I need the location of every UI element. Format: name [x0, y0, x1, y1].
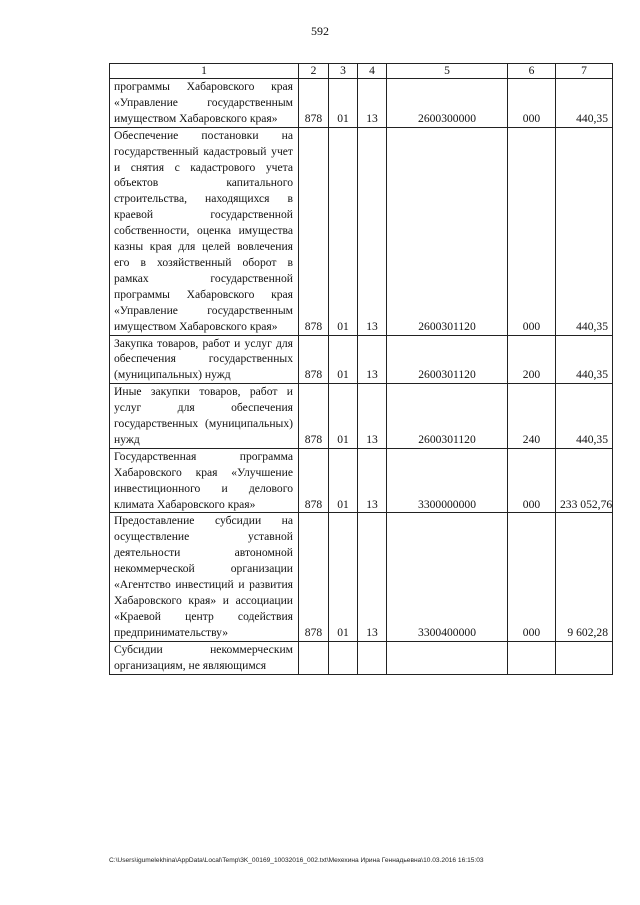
row-cell-7: 440,35 — [556, 335, 613, 384]
row-cell-4: 13 — [358, 79, 387, 128]
header-cell-7: 7 — [556, 64, 613, 79]
budget-table — [109, 63, 613, 675]
row-cell-4 — [358, 641, 387, 674]
row-cell-2: 878 — [299, 79, 329, 128]
table-row — [110, 384, 613, 449]
row-cell-7: 440,35 — [556, 384, 613, 449]
row-cell-7: 440,35 — [556, 127, 613, 335]
header-cell-5: 5 — [387, 64, 508, 79]
row-description: Предоставление субсидии на осуществление уставной деятельности автономной некоммерческой организации «Агентство инвестиций и развития Хабаровского края» и ассоциации «Краевой центр содействия предпринимательству» — [110, 513, 299, 641]
row-cell-5: 3300000000 — [387, 448, 508, 513]
row-cell-7: 440,35 — [556, 79, 613, 128]
row-cell-5: 3300400000 — [387, 513, 508, 641]
row-cell-5: 2600301120 — [387, 384, 508, 449]
row-cell-2: 878 — [299, 513, 329, 641]
row-description: Закупка товаров, работ и услуг для обеспечения государственных (муниципальных) нужд — [110, 335, 299, 384]
table-row — [110, 335, 613, 384]
table-row — [110, 641, 613, 674]
header-cell-4: 4 — [358, 64, 387, 79]
row-cell-6: 000 — [508, 513, 556, 641]
row-cell-6: 000 — [508, 448, 556, 513]
row-cell-4: 13 — [358, 335, 387, 384]
row-cell-6: 240 — [508, 384, 556, 449]
row-description: Иные закупки товаров, работ и услуг для обеспечения государственных (муниципальных) нужд — [110, 384, 299, 449]
row-cell-3: 01 — [329, 513, 358, 641]
row-cell-6 — [508, 641, 556, 674]
row-cell-5: 2600301120 — [387, 335, 508, 384]
header-cell-6: 6 — [508, 64, 556, 79]
table-row — [110, 513, 613, 641]
row-cell-3: 01 — [329, 127, 358, 335]
row-cell-5: 2600301120 — [387, 127, 508, 335]
row-cell-4: 13 — [358, 448, 387, 513]
row-description: программы Хабаровского края «Управление государственным имуществом Хабаровского края» — [110, 79, 299, 128]
row-cell-3 — [329, 641, 358, 674]
file-path-footer: C:\Users\igumelekhina\AppData\Local\Temp\3K_00169_10032016_002.txt\Мехехина Ирина Геннадьевна\10.03.2016 16:15:03 — [109, 857, 484, 864]
row-cell-7: 233 052,76 — [556, 448, 613, 513]
row-cell-3: 01 — [329, 79, 358, 128]
table-row — [110, 448, 613, 513]
row-cell-2: 878 — [299, 335, 329, 384]
row-cell-2: 878 — [299, 127, 329, 335]
table-row — [110, 79, 613, 128]
row-cell-3: 01 — [329, 384, 358, 449]
row-cell-5: 2600300000 — [387, 79, 508, 128]
row-cell-7: 9 602,28 — [556, 513, 613, 641]
row-cell-2 — [299, 641, 329, 674]
row-cell-6: 000 — [508, 127, 556, 335]
row-cell-4: 13 — [358, 513, 387, 641]
row-cell-3: 01 — [329, 448, 358, 513]
header-cell-2: 2 — [299, 64, 329, 79]
row-cell-5 — [387, 641, 508, 674]
header-cell-3: 3 — [329, 64, 358, 79]
header-cell-1: 1 — [110, 64, 299, 79]
row-cell-4: 13 — [358, 384, 387, 449]
row-cell-3: 01 — [329, 335, 358, 384]
row-description: Субсидии некоммерческим организациям, не являющимся — [110, 641, 299, 674]
row-description: Обеспечение постановки на государственный кадастровый учет и снятия с кадастрового учета объектов капитального строительства, находящихся в краевой государственной собственности, оценка имущества казны края для целей вовлечения его в хозяйственный оборот в рамках государственной программы Хабаровского края «Управление государственным имуществом Хабаровского края» — [110, 127, 299, 335]
row-cell-6: 200 — [508, 335, 556, 384]
row-cell-7 — [556, 641, 613, 674]
row-cell-2: 878 — [299, 448, 329, 513]
page-number: 592 — [311, 24, 329, 38]
row-cell-2: 878 — [299, 384, 329, 449]
row-description: Государственная программа Хабаровского края «Улучшение инвестиционного и делового климата Хабаровского края» — [110, 448, 299, 513]
table-row — [110, 127, 613, 335]
row-cell-4: 13 — [358, 127, 387, 335]
header-row — [110, 64, 613, 79]
row-cell-6: 000 — [508, 79, 556, 128]
